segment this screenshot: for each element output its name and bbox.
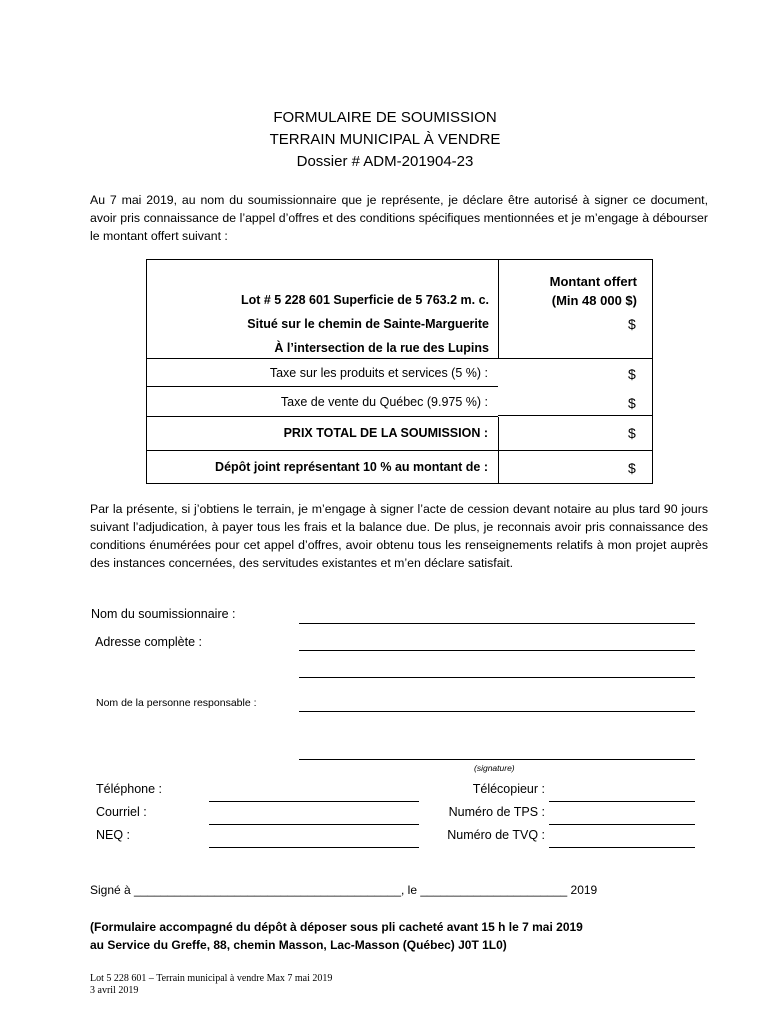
lot-number: Lot # 5 228 601 Superficie de 5 763.2 m. c. — [240, 293, 489, 307]
form-subtitle: TERRAIN MUNICIPAL À VENDRE — [269, 131, 501, 148]
total-currency: $ — [628, 425, 636, 441]
signed-date-field[interactable]: ______________________ — [420, 883, 568, 897]
lot-intersection: À l’intersection de la rue des Lupins — [274, 341, 489, 355]
fax-field[interactable] — [549, 801, 695, 802]
fax-label: Télécopieur : — [472, 782, 545, 796]
tvq-field[interactable] — [549, 847, 695, 848]
row-separator — [147, 450, 652, 451]
signed-year: 2019 — [570, 883, 598, 897]
signature-caption: (signature) — [474, 763, 515, 773]
gst-currency: $ — [628, 366, 636, 382]
signature-field[interactable] — [299, 759, 695, 760]
email-label: Courriel : — [96, 805, 147, 819]
total-label: PRIX TOTAL DE LA SOUMISSION : — [283, 426, 488, 440]
phone-label: Téléphone : — [96, 782, 163, 796]
address-field-line1[interactable] — [299, 650, 695, 651]
address-label: Adresse complète : — [95, 635, 202, 649]
bidder-name-label: Nom du soumissionnaire : — [91, 607, 236, 621]
phone-field[interactable] — [209, 801, 419, 802]
responsible-label: Nom de la personne responsable : — [96, 697, 257, 709]
page-footer: Lot 5 228 601 – Terrain municipal à vendre Max 7 mai 2019 3 avril 2019 — [90, 973, 333, 996]
submission-note: (Formulaire accompagné du dépôt à déposer sous pli cacheté avant 15 h le 7 mai 2019 au Service du Greffe, 88, chemin Masson, Lac-Masson (Québec) J0T 1L0) — [90, 920, 583, 952]
intro-paragraph: Au 7 mai 2019, au nom du soumissionnaire que je représente, je déclare être autorisé à signer ce document, avoir pris connaissance de l’appel d’offres et des conditions spécifiques mentionnées et je m’engage à débourser le montant offert suivant : — [90, 193, 708, 243]
offered-amount-field[interactable] — [499, 312, 619, 338]
responsible-field[interactable] — [299, 711, 695, 712]
signed-middle: , le — [401, 883, 418, 897]
row-separator — [147, 386, 498, 387]
file-number: Dossier # ADM-201904-23 — [296, 153, 474, 170]
signed-prefix: Signé à — [90, 883, 131, 897]
row-separator — [147, 416, 498, 417]
tps-label: Numéro de TPS : — [448, 805, 545, 819]
bid-table — [146, 259, 653, 484]
tps-field[interactable] — [549, 824, 695, 825]
lot-description — [147, 288, 489, 360]
bidder-name-field[interactable] — [299, 623, 695, 624]
offered-amount-currency: $ — [628, 316, 636, 332]
lot-road: Situé sur le chemin de Sainte-Marguerite — [247, 317, 489, 331]
email-field[interactable] — [209, 824, 419, 825]
gst-label: Taxe sur les produits et services (5 %) : — [269, 366, 488, 380]
row-separator — [147, 358, 652, 359]
signed-place-field[interactable]: ________________________________________ — [134, 883, 401, 897]
form-title: FORMULAIRE DE SOUMISSION — [273, 109, 497, 126]
gst-amount-field[interactable] — [499, 360, 619, 384]
address-field-line2[interactable] — [299, 677, 695, 678]
amount-header: Montant offert (Min 48 000 $) — [549, 274, 637, 308]
total-amount-field[interactable] — [499, 418, 619, 446]
commitment-paragraph: Par la présente, si j’obtiens le terrain, je m’engage à signer l’acte de cession devant notaire au plus tard 90 jours suivant l’adjudication, à payer tous les frais et la balance due. De plus, je reconnais avoir pris connaissance des conditions énumérées pour cet appel d’offres, avoir obtenu tous les renseignements relatifs à mon projet auprès des instances concernées, des servitudes existantes et m’en déclare satisfait. — [90, 502, 708, 570]
neq-label: NEQ : — [96, 828, 131, 842]
signed-line — [90, 883, 597, 897]
qst-label: Taxe de vente du Québec (9.975 %) : — [280, 395, 488, 409]
tvq-label: Numéro de TVQ : — [447, 828, 545, 842]
neq-field[interactable] — [209, 847, 419, 848]
qst-amount-field[interactable] — [499, 388, 619, 412]
deposit-label: Dépôt joint représentant 10 % au montant de : — [215, 460, 488, 474]
deposit-amount-field[interactable] — [499, 452, 619, 480]
row-separator — [498, 415, 652, 416]
deposit-currency: $ — [628, 460, 636, 476]
qst-currency: $ — [628, 395, 636, 411]
